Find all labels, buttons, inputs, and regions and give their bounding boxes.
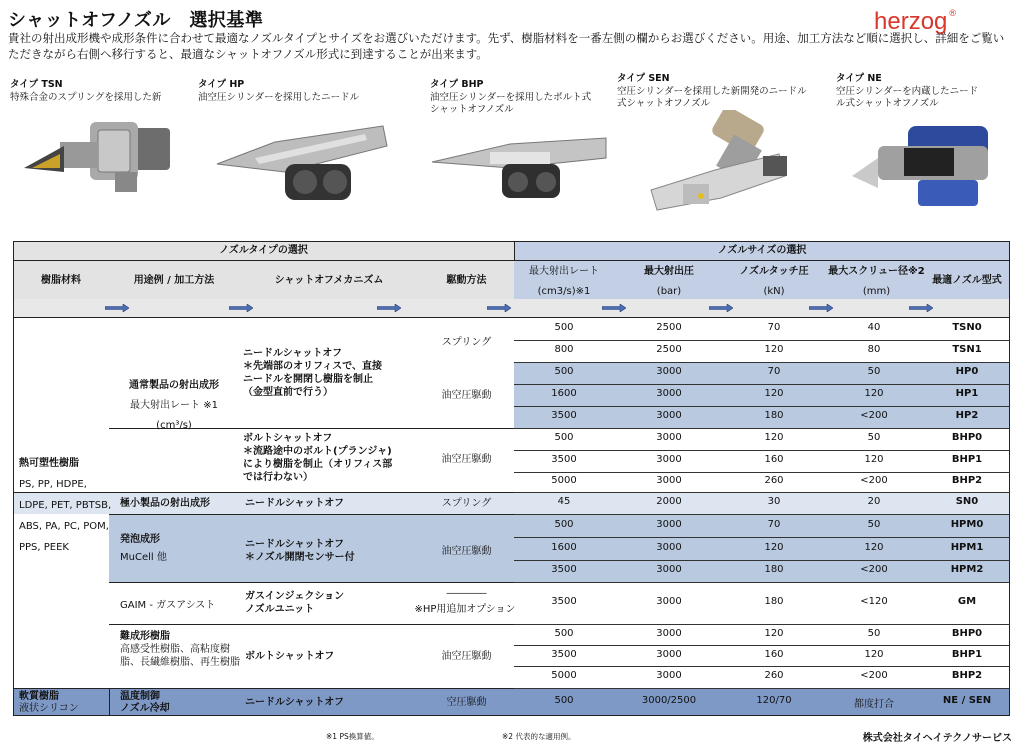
screw-cell: 40 [867, 322, 881, 333]
rate-cell: 500 [554, 322, 574, 333]
footnote-1: ※1 PS換算値。 [326, 732, 379, 741]
type-hp-name: タイプ HP [198, 79, 245, 90]
type-hp-desc: 油空圧シリンダーを採用したニードル [198, 91, 360, 103]
model-cell: BHP0 [951, 432, 983, 443]
drive-spring-micro: スプリング [441, 498, 492, 509]
screw-cell: 50 [867, 519, 881, 530]
screw-cell: 50 [867, 366, 881, 377]
type-ne-desc: 空圧シリンダーを内蔵したニードル式シャットオフノズル [836, 85, 979, 109]
resin-thermoplastic-line: PPS, PEEK [19, 542, 69, 553]
mech-foam: ニードルシャットオフ [245, 539, 344, 550]
arrow-right-icon [105, 304, 129, 312]
touch-cell: 120 [764, 344, 784, 355]
touch-cell: 70 [767, 366, 781, 377]
model-cell: SN0 [955, 496, 979, 507]
arrow-right-icon [229, 304, 253, 312]
drive-spring: スプリング [441, 337, 492, 348]
col-header-screw: 最大スクリュー径※2 [828, 266, 925, 277]
screw-cell: <200 [860, 410, 888, 421]
type-sen-name: タイプ SEN [617, 73, 670, 84]
rate-cell: 3500 [551, 410, 577, 421]
resin-soft-sub: 液状シリコン [19, 703, 79, 714]
model-cell: HPM1 [950, 542, 984, 553]
mech-bolt-desc: ＊流路途中のボルト(プランジャ)により樹脂を制止（オリフィス部では行わない） [243, 446, 393, 483]
model-cell: BHP2 [951, 475, 983, 486]
drive-gaim-option: ※HP用追加オプション [414, 604, 516, 615]
pressure-cell: 3000 [656, 475, 682, 486]
table-rule [514, 472, 1010, 473]
group-header-size: ノズルサイズの選択 [717, 245, 807, 256]
touch-cell: 120 [764, 432, 784, 443]
rate-cell: 500 [554, 628, 574, 639]
use-hard-sub: 高感受性樹脂、高粘度樹脂、長繊維樹脂、再生樹脂 [120, 644, 240, 668]
drive-hydro-foam: 油空圧駆動 [441, 546, 492, 557]
touch-cell: 30 [767, 496, 781, 507]
pressure-cell: 2500 [656, 322, 682, 333]
touch-cell: 120 [764, 542, 784, 553]
screw-cell: 120 [864, 454, 884, 465]
use-hard: 難成形樹脂 [120, 631, 170, 642]
drive-hydro-bhp: 油空圧駆動 [441, 454, 492, 465]
rate-cell: 3500 [551, 596, 577, 607]
table-border [13, 241, 1010, 242]
table-rule [514, 688, 1010, 689]
table-rule [514, 582, 1010, 583]
model-cell: GM [957, 596, 977, 607]
touch-cell: 180 [764, 596, 784, 607]
screw-cell: 120 [864, 649, 884, 660]
selection-table [13, 241, 1010, 716]
use-temp: 温度制御 [120, 691, 160, 702]
col-header-mechanism: シャットオフメカニズム [274, 275, 384, 286]
col-header-resin: 樹脂材料 [41, 275, 81, 286]
ne-nozzle-image [848, 118, 998, 216]
drive-hydro-hp: 油空圧駆動 [441, 390, 492, 401]
screw-cell: 120 [864, 388, 884, 399]
pressure-cell: 3000 [656, 454, 682, 465]
pressure-cell: 3000 [656, 432, 682, 443]
col-header-touch: ノズルタッチ圧 [739, 266, 809, 277]
resin-thermoplastic-line: PS, PP, HDPE, [19, 479, 87, 490]
table-rule [514, 666, 1010, 667]
touch-cell: 180 [764, 564, 784, 575]
rate-cell: 500 [554, 366, 574, 377]
drive-hydro-hard: 油空圧駆動 [441, 651, 492, 662]
rate-cell: 800 [554, 344, 574, 355]
rate-cell: 1600 [551, 388, 577, 399]
type-tsn-caption [10, 79, 190, 104]
pressure-cell: 3000 [656, 628, 682, 639]
drive-gaim-dash: ―――― [446, 588, 487, 599]
screw-cell: 80 [867, 344, 881, 355]
use-gaim: GAIM - ガスアシスト [120, 600, 216, 611]
table-border [13, 241, 14, 716]
table-rule [514, 624, 1010, 625]
use-normal-unit: (cm³/s) [156, 420, 192, 431]
arrow-right-icon [809, 304, 833, 312]
tsn-nozzle-image [20, 110, 185, 205]
rate-cell: 3500 [551, 454, 577, 465]
type-bhp-desc: 油空圧シリンダーを採用したボルト式シャットオフノズル [430, 91, 592, 115]
table-rule [514, 560, 1010, 561]
use-foam-sub: MuCell 他 [120, 552, 167, 563]
touch-cell: 160 [764, 454, 784, 465]
rate-cell: 500 [554, 519, 574, 530]
table-rule [514, 514, 1010, 515]
mech-gaim: ガスインジェクション [245, 591, 345, 602]
mech-needle-desc: ＊先端部のオリフィスで、直接ニードルを開閉し樹脂を制止（金型直前で行う） [243, 361, 382, 398]
pressure-cell: 2500 [656, 344, 682, 355]
table-rule [514, 241, 515, 260]
model-cell: HPM0 [950, 519, 984, 530]
screw-cell: <200 [860, 670, 888, 681]
model-cell: BHP1 [951, 454, 983, 465]
model-cell: BHP2 [951, 670, 983, 681]
use-normal: 通常製品の射出成形 [129, 380, 219, 391]
table-border [13, 715, 1010, 716]
table-rule [13, 317, 1010, 318]
table-rule [109, 688, 110, 716]
col-header-pressure: 最大射出圧 [644, 266, 694, 277]
bhp-nozzle-image [430, 118, 610, 208]
touch-cell: 120/70 [756, 695, 792, 706]
mech-hard: ボルトシャットオフ [245, 651, 335, 662]
touch-cell: 120 [764, 388, 784, 399]
model-cell: HP2 [955, 410, 979, 421]
model-cell: HPM2 [950, 564, 984, 575]
pressure-cell: 3000 [656, 519, 682, 530]
pressure-cell: 3000 [656, 564, 682, 575]
table-rule [514, 340, 1010, 341]
touch-cell: 260 [764, 475, 784, 486]
col-header-rate-unit: (cm3/s)※1 [537, 286, 591, 297]
use-temp-sub: ノズル冷却 [120, 703, 170, 714]
col-header-drive: 駆動方法 [446, 275, 487, 286]
screw-cell: <200 [860, 475, 888, 486]
rate-cell: 500 [554, 695, 574, 706]
sen-nozzle-image [645, 110, 795, 218]
rate-cell: 45 [557, 496, 571, 507]
resin-thermoplastic-title: 熱可塑性樹脂 [19, 458, 79, 469]
resin-thermoplastic-line: ABS, PA, PC, POM, [19, 521, 109, 532]
type-ne-name: タイプ NE [836, 73, 882, 84]
rate-cell: 5000 [551, 670, 577, 681]
model-cell: HP0 [955, 366, 979, 377]
type-tsn-desc: 特殊合金のスプリングを採用した新 [10, 91, 162, 103]
table-rule [514, 406, 1010, 407]
rate-cell: 3500 [551, 649, 577, 660]
type-ne-caption [836, 73, 984, 111]
col-header-model: 最適ノズル型式 [932, 275, 1002, 286]
touch-cell: 160 [764, 649, 784, 660]
brand-mark: ® [949, 8, 957, 18]
col-header-pressure-unit: (bar) [656, 286, 682, 297]
touch-cell: 120 [764, 628, 784, 639]
arrow-right-icon [909, 304, 933, 312]
type-hp-caption [198, 79, 378, 104]
use-foam: 発泡成形 [120, 534, 160, 545]
table-rule [514, 428, 1010, 429]
rate-cell: 500 [554, 432, 574, 443]
mech-needle: ニードルシャットオフ [243, 348, 342, 359]
type-tsn-name: タイプ TSN [10, 79, 63, 90]
touch-cell: 70 [767, 519, 781, 530]
type-bhp-name: タイプ BHP [430, 79, 484, 90]
mech-bolt: ボルトシャットオフ [243, 433, 333, 444]
arrow-right-icon [377, 304, 401, 312]
pressure-cell: 3000 [656, 596, 682, 607]
arrow-row-bg [13, 299, 1010, 317]
model-cell: TSN1 [952, 344, 982, 355]
table-rule [514, 537, 1010, 538]
model-cell: BHP1 [951, 649, 983, 660]
screw-cell: <120 [860, 596, 888, 607]
model-cell: TSN0 [952, 322, 982, 333]
drive-air: 空圧駆動 [446, 697, 487, 708]
pressure-cell: 3000 [656, 670, 682, 681]
type-sen-caption [617, 73, 807, 111]
arrow-right-icon [602, 304, 626, 312]
screw-cell: 都度打合 [854, 699, 894, 710]
mech-gaim-unit: ノズルユニット [245, 604, 315, 615]
col-header-touch-unit: (kN) [763, 286, 785, 297]
col-header-screw-unit: (mm) [862, 286, 891, 297]
screw-cell: 120 [864, 542, 884, 553]
col-header-rate: 最大射出レート [529, 266, 599, 277]
group-header-type: ノズルタイプの選択 [219, 245, 308, 256]
intro-text: 貴社の射出成形機や成形条件に合わせて最適なノズルタイプとサイズをお選びいただけます。先ず、樹脂材料を一番左側の欄からお選びください。用途、加工方法など順に選択し、詳細をご覧いただきながら右側へ移行すると、最適なシャットオフノズル形式に到達することが出来ます。 [8, 31, 1005, 61]
touch-cell: 180 [764, 410, 784, 421]
pressure-cell: 3000 [656, 649, 682, 660]
table-rule [514, 362, 1010, 363]
model-cell: HP1 [955, 388, 979, 399]
screw-cell: 50 [867, 628, 881, 639]
pressure-cell: 3000 [656, 410, 682, 421]
type-sen-desc: 空圧シリンダーを採用した新開発のニードル式シャットオフノズル [617, 85, 807, 109]
table-rule [514, 384, 1010, 385]
pressure-cell: 3000 [656, 366, 682, 377]
table-rule [514, 645, 1010, 646]
col-header-use: 用途例 / 加工方法 [133, 275, 215, 286]
rate-cell: 1600 [551, 542, 577, 553]
type-bhp-caption [430, 79, 600, 117]
mech-micro: ニードルシャットオフ [245, 498, 344, 509]
arrow-right-icon [709, 304, 733, 312]
pressure-cell: 3000/2500 [641, 695, 697, 706]
mech-temp: ニードルシャットオフ [245, 697, 344, 708]
pressure-cell: 3000 [656, 542, 682, 553]
use-normal-rate: 最大射出レート ※1 [130, 400, 218, 411]
brand-name: herzog [874, 8, 948, 35]
mech-foam-desc: ＊ノズル開閉センサー付 [245, 552, 355, 563]
hp-nozzle-image [215, 112, 390, 207]
table-rule [514, 492, 1010, 493]
company-name: 株式会社タイヘイテクノサービス [862, 733, 1012, 744]
arrow-right-icon [487, 304, 511, 312]
rate-cell: 3500 [551, 564, 577, 575]
page-title: シャットオフノズル 選択基準 [8, 10, 264, 31]
screw-cell: 50 [867, 432, 881, 443]
pressure-cell: 2000 [656, 496, 682, 507]
screw-cell: 20 [867, 496, 881, 507]
use-micro: 極小製品の射出成形 [120, 498, 210, 509]
table-rule [514, 450, 1010, 451]
rate-cell: 5000 [551, 475, 577, 486]
resin-soft-title: 軟質樹脂 [19, 691, 59, 702]
footnote-2: ※2 代表的な適用例。 [502, 732, 576, 741]
model-cell: NE / SEN [942, 695, 992, 706]
model-cell: BHP0 [951, 628, 983, 639]
touch-cell: 260 [764, 670, 784, 681]
pressure-cell: 3000 [656, 388, 682, 399]
resin-thermoplastic-line: LDPE, PET, PBTSB, [19, 500, 112, 511]
touch-cell: 70 [767, 322, 781, 333]
screw-cell: <200 [860, 564, 888, 575]
table-rule [13, 260, 1010, 261]
